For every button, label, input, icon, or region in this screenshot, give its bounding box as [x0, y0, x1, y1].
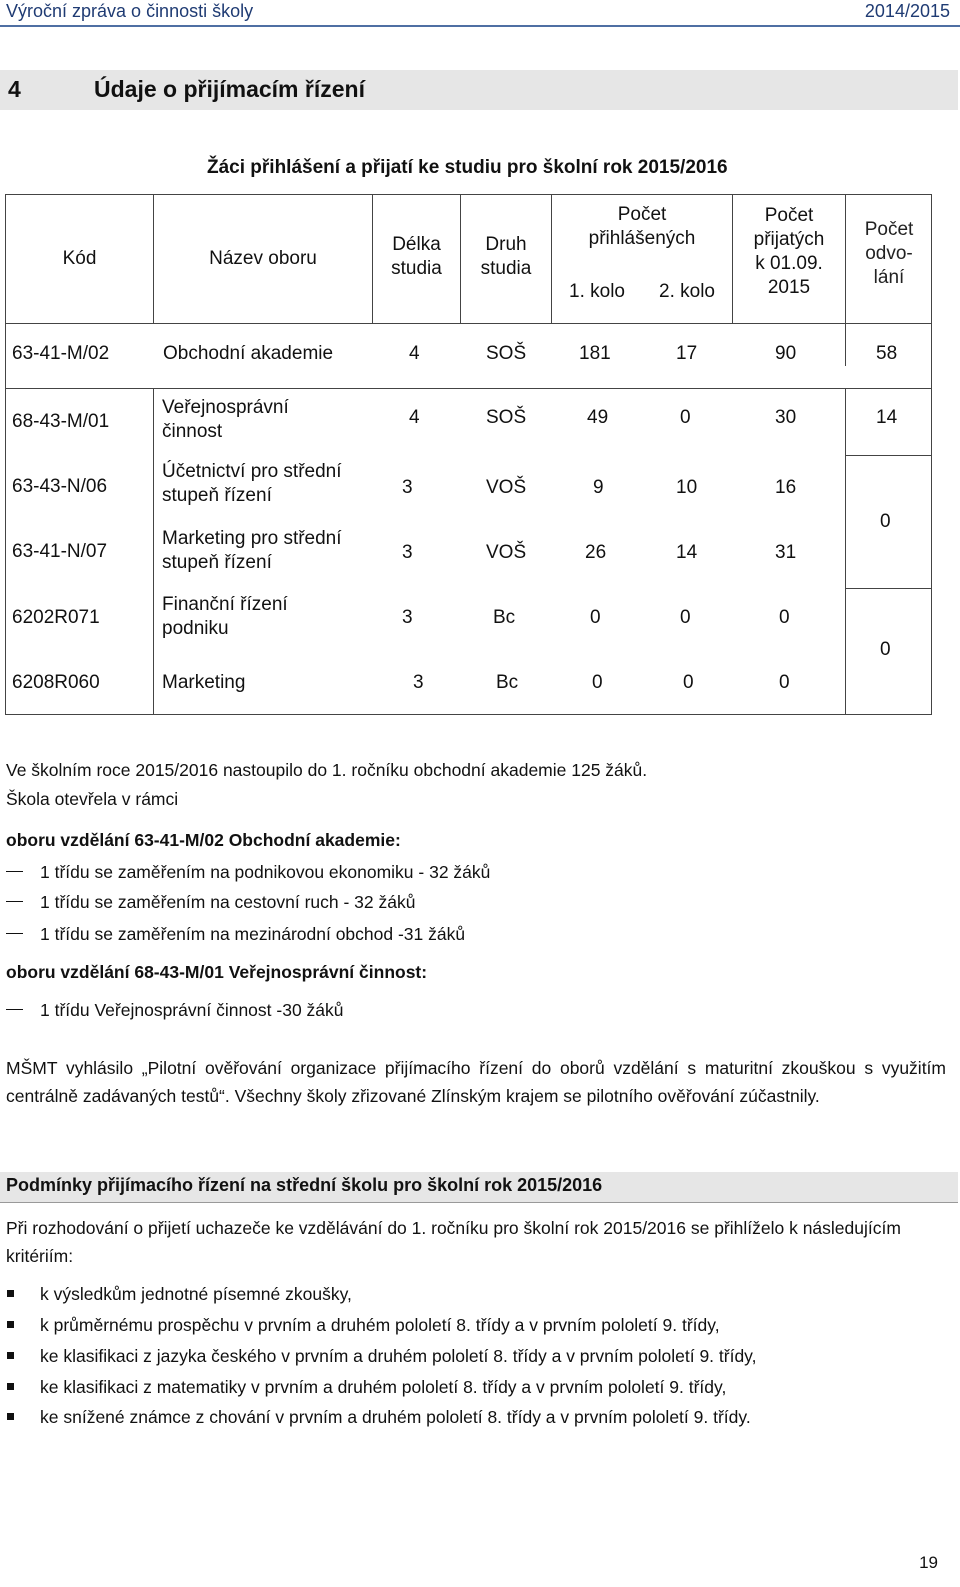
- criterion-4-text: ke klasifikaci z matematiky v prvním a druhém pololetí 8. třídy a v prvním pololetí 9. třídy,: [40, 1377, 727, 1397]
- criterion-5: [40, 1405, 751, 1429]
- row1-round1: 49: [587, 407, 609, 428]
- criterion-3: [40, 1344, 757, 1368]
- row0-round1: 181: [579, 343, 611, 364]
- col-header-type-line2: studia: [480, 258, 532, 279]
- field1-item-1: [40, 860, 490, 884]
- row5-round1: 0: [592, 672, 603, 693]
- header-year: 2014/2015: [864, 1, 950, 21]
- square-bullet-icon: [7, 1413, 14, 1420]
- field1-item-1-text: 1 třídu se zaměřením na podnikovou ekonomiku - 32 žáků: [40, 862, 491, 882]
- col-header-applied: [552, 203, 732, 251]
- row5-name: Marketing: [162, 672, 246, 693]
- row0-length: 4: [409, 343, 420, 364]
- row3-round2: 14: [676, 542, 698, 563]
- row3-name-line1: Marketing pro střední: [162, 528, 342, 549]
- criterion-4: [40, 1375, 726, 1399]
- col-header-round2: 2. kolo: [659, 281, 715, 302]
- row2-accepted: 16: [775, 477, 797, 498]
- field1-item-3-text: 1 třídu se zaměřením na mezinárodní obchod -31 žáků: [40, 924, 466, 944]
- row1-appeals: 14: [876, 407, 898, 428]
- criterion-3-text: ke klasifikaci z jazyka českého v prvním a druhém pololetí 8. třídy a v prvním pololetí 9. třídy,: [40, 1346, 757, 1366]
- criterion-2-text: k průměrnému prospěchu v prvním a druhém pololetí 8. třídy a v prvním pololetí 9. třídy,: [40, 1315, 720, 1335]
- col-header-type: [461, 233, 551, 281]
- square-bullet-icon: [7, 1383, 14, 1390]
- row5-round2: 0: [683, 672, 694, 693]
- field1-item-2-text: 1 třídu se zaměřením na cestovní ruch - 32 žáků: [40, 892, 416, 912]
- col-header-accepted-line2: přijatých: [753, 229, 825, 250]
- row2-length: 3: [402, 477, 413, 498]
- row2-round2: 10: [676, 477, 698, 498]
- dash-bullet-icon: [6, 1009, 23, 1010]
- row0-appeals: 58: [876, 343, 898, 364]
- row3-accepted: 31: [775, 542, 797, 563]
- square-bullet-icon: [7, 1290, 14, 1297]
- table-grid: [0, 0, 960, 720]
- col-header-length: [373, 233, 460, 281]
- row1-round2: 0: [680, 407, 691, 428]
- col-header-applied-line1: Počet: [617, 204, 667, 225]
- row5-accepted: 0: [779, 672, 790, 693]
- col-header-length-line1: Délka: [392, 234, 441, 255]
- section-number: 4: [8, 76, 21, 102]
- row4-accepted: 0: [779, 607, 790, 628]
- row3-name: [162, 527, 342, 575]
- appeals-bc: 0: [880, 639, 891, 660]
- field1-item-2: [40, 890, 415, 914]
- row3-name-line2: stupeň řízení: [162, 552, 272, 573]
- col-header-appeals-line1: Počet: [864, 219, 914, 240]
- conditions-intro: Při rozhodování o přijetí uchazeče ke vzdělávání do 1. ročníku pro školní rok 2015/2016 se přihlíželo k následujícím kritériím:: [6, 1218, 901, 1266]
- row4-round1: 0: [590, 607, 601, 628]
- row4-type: Bc: [493, 607, 516, 628]
- enrollment-paragraph: Ve školním roce 2015/2016 nastoupilo do 1. ročníku obchodní akademie 125 žáků.: [6, 760, 648, 780]
- header-title: Výroční zpráva o činnosti školy: [6, 1, 254, 21]
- col-header-type-line1: Druh: [485, 234, 527, 255]
- row0-name: Obchodní akademie: [163, 343, 334, 364]
- dash-bullet-icon: [6, 871, 23, 872]
- appeals-vos: 0: [880, 511, 891, 532]
- row1-length: 4: [409, 407, 420, 428]
- row0-accepted: 90: [775, 343, 797, 364]
- conditions-heading-bar: [0, 1172, 958, 1203]
- msmt-paragraph: MŠMT vyhlásilo „Pilotní ověřování organizace přijímacího řízení do oborů vzdělání s maturitní zkouškou s využitím centrálně zadávaných testů“. Všechny školy zřizované Zlínským krajem se pilotního ověřování zúčastnily.: [6, 1058, 946, 1106]
- field2-heading: oboru vzdělání 68-43-M/01 Veřejnosprávní činnost:: [6, 962, 428, 982]
- row1-accepted: 30: [775, 407, 797, 428]
- row1-name: [162, 396, 289, 444]
- row2-name-line2: stupeň řízení: [162, 485, 272, 506]
- section-title: Údaje o přijímacím řízení: [94, 76, 365, 102]
- col-header-applied-line2: přihlášených: [588, 228, 696, 249]
- col-header-appeals-line2: odvo-: [865, 243, 913, 264]
- row3-round1: 26: [585, 542, 607, 563]
- row0-code: 63-41-M/02: [12, 343, 110, 364]
- row4-length: 3: [402, 607, 413, 628]
- row0-round2: 17: [676, 343, 698, 364]
- col-header-name: Název oboru: [209, 248, 317, 269]
- field2-item-1-text: 1 třídu Veřejnosprávní činnost -30 žáků: [40, 1000, 344, 1020]
- row5-code: 6208R060: [12, 672, 100, 693]
- col-header-length-line2: studia: [391, 258, 442, 279]
- row5-length: 3: [413, 672, 424, 693]
- col-header-round1: 1. kolo: [569, 281, 625, 302]
- row4-code: 6202R071: [12, 607, 100, 628]
- criterion-5-text: ke snížené známce z chování v prvním a druhém pololetí 8. třídy a v prvním pololetí 9. třídy.: [40, 1407, 751, 1427]
- square-bullet-icon: [7, 1321, 14, 1328]
- col-header-appeals-line3: lání: [873, 267, 905, 288]
- col-header-accepted: [733, 204, 845, 300]
- row5-type: Bc: [496, 672, 519, 693]
- dash-bullet-icon: [6, 933, 23, 934]
- row2-type: VOŠ: [486, 477, 527, 498]
- row3-length: 3: [402, 542, 413, 563]
- criterion-1: [40, 1282, 352, 1306]
- field1-item-3: [40, 922, 465, 946]
- row1-name-line2: činnost: [162, 421, 223, 442]
- square-bullet-icon: [7, 1352, 14, 1359]
- row1-name-line1: Veřejnosprávní: [162, 397, 289, 418]
- row4-name-line2: podniku: [162, 618, 229, 639]
- row2-round1: 9: [593, 477, 604, 498]
- criterion-1-text: k výsledkům jednotné písemné zkoušky,: [40, 1284, 352, 1304]
- col-header-code: Kód: [62, 248, 97, 269]
- row4-round2: 0: [680, 607, 691, 628]
- row1-type: SOŠ: [486, 407, 527, 428]
- field1-heading: oboru vzdělání 63-41-M/02 Obchodní akademie:: [6, 830, 401, 850]
- row4-name-line1: Finanční řízení: [162, 594, 288, 615]
- conditions-heading: Podmínky přijímacího řízení na střední školu pro školní rok 2015/2016: [6, 1175, 603, 1195]
- row1-code: 68-43-M/01: [12, 411, 110, 432]
- row3-code: 63-41-N/07: [12, 541, 108, 562]
- row4-name: [162, 593, 288, 641]
- col-header-accepted-line1: Počet: [764, 205, 814, 226]
- field2-item-1: [40, 998, 344, 1022]
- opened-classes-intro: Škola otevřela v rámci: [6, 789, 179, 809]
- row0-type: SOŠ: [486, 343, 527, 364]
- row2-name: [162, 460, 342, 508]
- row2-name-line1: Účetnictví pro střední: [162, 461, 342, 482]
- row2-code: 63-43-N/06: [12, 476, 108, 497]
- page-number: 19: [919, 1553, 938, 1572]
- col-header-accepted-line3: k 01.09.: [755, 253, 823, 274]
- row3-type: VOŠ: [486, 542, 527, 563]
- criterion-2: [40, 1313, 720, 1337]
- col-header-appeals: [846, 218, 932, 290]
- table-caption: Žáci přihlášení a přijatí ke studiu pro školní rok 2015/2016: [207, 157, 728, 178]
- dash-bullet-icon: [6, 901, 23, 902]
- col-header-accepted-line4: 2015: [767, 277, 811, 298]
